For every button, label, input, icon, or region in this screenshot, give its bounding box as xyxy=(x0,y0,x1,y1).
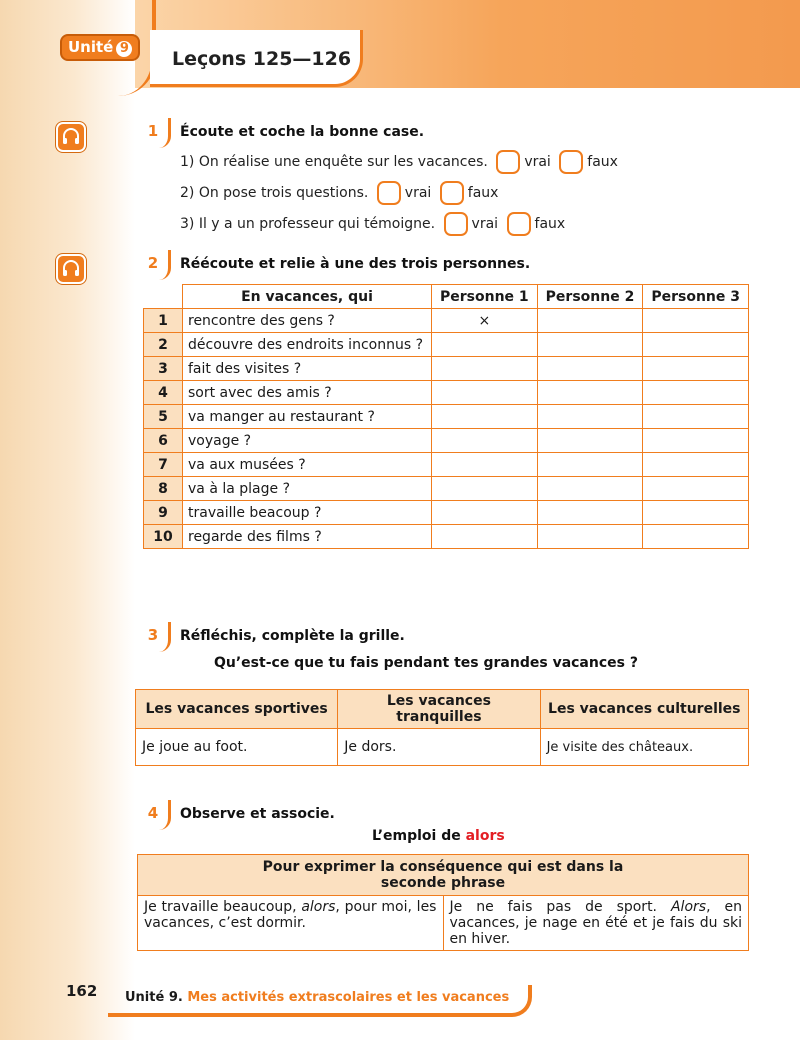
cell-p3[interactable] xyxy=(643,405,749,429)
label-faux-3: faux xyxy=(534,216,566,232)
cell-p3[interactable] xyxy=(643,309,749,333)
header-personne-1: Personne 1 xyxy=(432,285,538,309)
ex1-item-3 xyxy=(180,212,565,236)
header-personne-2: Personne 2 xyxy=(537,285,643,309)
row-number: 7 xyxy=(144,453,183,477)
corner-cell xyxy=(144,285,183,309)
subtitle-prefix: L’emploi de xyxy=(372,828,466,844)
cell-culturelles[interactable]: Je visite des châteaux. xyxy=(540,729,748,766)
example-1 xyxy=(138,896,444,951)
left-decor-band xyxy=(0,0,135,1040)
table-header-row xyxy=(138,855,749,896)
headphones-icon-2 xyxy=(56,254,86,284)
cell-tranquilles[interactable]: Je dors. xyxy=(338,729,540,766)
cell-p1[interactable] xyxy=(432,501,538,525)
row-text: rencontre des gens ? xyxy=(183,309,432,333)
cell-p3[interactable] xyxy=(643,333,749,357)
cell-p2[interactable] xyxy=(537,525,643,549)
unit-number: 9 xyxy=(116,41,132,57)
table-row xyxy=(144,501,749,525)
cell-p1[interactable] xyxy=(432,525,538,549)
exercise-1-title: Écoute et coche la bonne case. xyxy=(180,124,425,140)
cell-p1[interactable] xyxy=(432,405,538,429)
example-2-em: Alors xyxy=(670,899,707,915)
table-row xyxy=(144,381,749,405)
row-number: 4 xyxy=(144,381,183,405)
ex1-item-1 xyxy=(180,150,618,174)
row-text: fait des visites ? xyxy=(183,357,432,381)
table-header-row xyxy=(136,690,749,729)
page-title: Leçons 125—126 xyxy=(172,48,352,70)
row-text: va à la plage ? xyxy=(183,477,432,501)
example-1-a: Je travaille beaucoup, xyxy=(144,899,302,915)
cell-p2[interactable] xyxy=(537,405,643,429)
cell-p2[interactable] xyxy=(537,477,643,501)
header-tranquilles: Les vacances tranquilles xyxy=(338,690,540,729)
row-text: sort avec des amis ? xyxy=(183,381,432,405)
label-faux-2: faux xyxy=(467,185,499,201)
table-ex2 xyxy=(143,284,749,549)
footer-unit: Unité 9. xyxy=(125,990,183,1005)
label-vrai-2: vrai xyxy=(404,185,432,201)
cell-p1[interactable] xyxy=(432,357,538,381)
unit-label: Unité xyxy=(68,38,114,56)
table-row xyxy=(144,453,749,477)
exercise-2-number: 2 xyxy=(138,250,171,280)
example-2 xyxy=(443,896,749,951)
cell-p2[interactable] xyxy=(537,333,643,357)
cell-sportives[interactable]: Je joue au foot. xyxy=(136,729,338,766)
exercise-3-title: Réfléchis, complète la grille. xyxy=(180,628,405,644)
cell-p2[interactable] xyxy=(537,357,643,381)
table-row xyxy=(144,477,749,501)
cell-p2[interactable] xyxy=(537,309,643,333)
cell-p2[interactable] xyxy=(537,453,643,477)
row-text: voyage ? xyxy=(183,429,432,453)
table-row xyxy=(144,309,749,333)
row-number: 6 xyxy=(144,429,183,453)
cell-p3[interactable] xyxy=(643,525,749,549)
exercise-2-title: Réécoute et relie à une des trois personnes. xyxy=(180,256,531,272)
example-2-b: , en vacances, je nage en été et je fais du ski en hiver. xyxy=(449,899,742,947)
row-number: 5 xyxy=(144,405,183,429)
table-ex3 xyxy=(135,689,749,766)
ex1-item-3-text: 3) Il y a un professeur qui témoigne. xyxy=(180,216,436,232)
table-row xyxy=(136,729,749,766)
ex1-item-1-text: 1) On réalise une enquête sur les vacances. xyxy=(180,154,488,170)
exercise-4-number: 4 xyxy=(138,800,171,830)
label-vrai-3: vrai xyxy=(471,216,499,232)
exercise-3-number: 3 xyxy=(138,622,171,652)
page-number: 162 xyxy=(66,982,98,1000)
cell-p1[interactable] xyxy=(432,429,538,453)
row-text: travaille beacoup ? xyxy=(183,501,432,525)
exercise-3-subtitle: Qu’est-ce que tu fais pendant tes grandes vacances ? xyxy=(214,655,638,671)
exercise-4-subtitle xyxy=(372,828,505,844)
checkbox-vrai-3[interactable] xyxy=(444,212,468,236)
ex1-item-2 xyxy=(180,181,498,205)
footer-chapter-title: Mes activités extrascolaires et les vacances xyxy=(187,990,510,1005)
ex1-item-2-text: 2) On pose trois questions. xyxy=(180,185,369,201)
header-sportives: Les vacances sportives xyxy=(136,690,338,729)
row-number: 2 xyxy=(144,333,183,357)
footer-chapter xyxy=(125,990,509,1005)
checkbox-vrai-2[interactable] xyxy=(377,181,401,205)
cell-p3[interactable] xyxy=(643,357,749,381)
cell-p1[interactable] xyxy=(432,477,538,501)
cell-p2[interactable] xyxy=(537,501,643,525)
exercise-1-number: 1 xyxy=(138,118,171,148)
table-row xyxy=(144,357,749,381)
headphones-icon xyxy=(56,122,86,152)
example-2-a: Je ne fais pas de sport. xyxy=(449,899,671,915)
example-1-b: , pour moi, les vacances, c’est dormir. xyxy=(144,899,437,931)
label-vrai-1: vrai xyxy=(524,154,551,170)
table-row xyxy=(144,525,749,549)
row-number: 3 xyxy=(144,357,183,381)
cell-p1[interactable] xyxy=(432,333,538,357)
table-ex4 xyxy=(137,854,749,951)
table-header-row xyxy=(144,285,749,309)
table-row xyxy=(138,896,749,951)
cell-p1[interactable] xyxy=(432,381,538,405)
table-row xyxy=(144,333,749,357)
row-number: 1 xyxy=(144,309,183,333)
checkbox-vrai-1[interactable] xyxy=(496,150,520,174)
header-culturelles: Les vacances culturelles xyxy=(540,690,748,729)
cell-p3[interactable] xyxy=(643,381,749,405)
table-row xyxy=(144,405,749,429)
checkbox-faux-3[interactable] xyxy=(507,212,531,236)
header-consequence: Pour exprimer la conséquence qui est dans la seconde phrase xyxy=(138,855,749,896)
cell-p1[interactable]: × xyxy=(432,309,538,333)
row-number: 10 xyxy=(144,525,183,549)
cell-p1[interactable] xyxy=(432,453,538,477)
row-number: 9 xyxy=(144,501,183,525)
cell-p2[interactable] xyxy=(537,381,643,405)
unit-tab xyxy=(60,34,140,61)
example-1-em: alors xyxy=(301,899,336,915)
checkbox-faux-2[interactable] xyxy=(440,181,464,205)
row-number: 8 xyxy=(144,477,183,501)
cell-p3[interactable] xyxy=(643,453,749,477)
subtitle-highlight: alors xyxy=(465,828,505,844)
header-en-vacances: En vacances, qui xyxy=(183,285,432,309)
row-text: regarde des films ? xyxy=(183,525,432,549)
row-text: va aux musées ? xyxy=(183,453,432,477)
exercise-4-title: Observe et associe. xyxy=(180,806,335,822)
cell-p3[interactable] xyxy=(643,477,749,501)
cell-p3[interactable] xyxy=(643,429,749,453)
checkbox-faux-1[interactable] xyxy=(559,150,583,174)
header-personne-3: Personne 3 xyxy=(643,285,749,309)
row-text: va manger au restaurant ? xyxy=(183,405,432,429)
table-row xyxy=(144,429,749,453)
cell-p2[interactable] xyxy=(537,429,643,453)
label-faux-1: faux xyxy=(587,154,618,170)
cell-p3[interactable] xyxy=(643,501,749,525)
row-text: découvre des endroits inconnus ? xyxy=(183,333,432,357)
